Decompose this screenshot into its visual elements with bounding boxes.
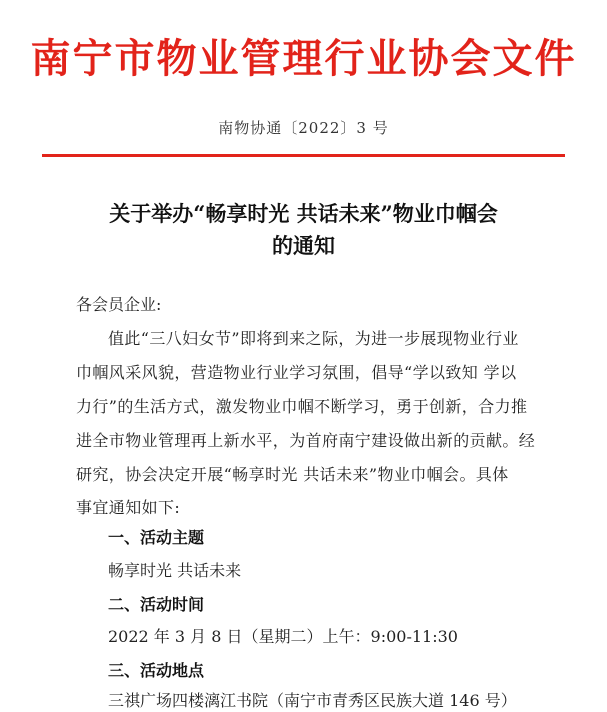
salutation: 各会员企业: (76, 295, 162, 314)
paragraph-line-5: 研究，协会决定开展“畅享时光 共话未来”物业巾帼会。具体 (76, 465, 509, 484)
paragraph-line-2: 巾帼风采风貌，营造物业行业学习氛围，倡导“学以致知 学以 (76, 363, 517, 382)
section-heading-location: 三、活动地点 (108, 661, 205, 680)
notice-title-line-2: 的通知 (272, 233, 335, 258)
red-divider-line (42, 154, 565, 157)
paragraph-line-6: 事宜通知如下: (76, 498, 181, 517)
section-content-time: 2022 年 3 月 8 日（星期二）上午：9:00-11:30 (108, 627, 458, 646)
paragraph-line-4: 进全市物业管理再上新水平，为首府南宁建设做出新的贡献。经 (76, 431, 536, 450)
section-heading-time: 二、活动时间 (108, 595, 205, 614)
section-content-location: 三祺广场四楼漓江书院（南宁市青秀区民族大道 146 号） (108, 691, 517, 710)
paragraph-line-1: 值此“三八妇女节”即将到来之际，为进一步展现物业行业 (108, 329, 519, 348)
notice-title-line-1: 关于举办“畅享时光 共话未来”物业巾帼会 (109, 201, 498, 226)
section-content-theme: 畅享时光 共话未来 (108, 561, 242, 580)
org-header-title: 南宁市物业管理行业协会文件 (30, 36, 577, 82)
notice-title (40, 198, 567, 262)
document-number: 南物协通〔2022〕3 号 (218, 119, 389, 137)
paragraph-line-3: 力行”的生活方式，激发物业巾帼不断学习，勇于创新，合力推 (76, 397, 528, 416)
section-heading-theme: 一、活动主题 (108, 528, 205, 547)
